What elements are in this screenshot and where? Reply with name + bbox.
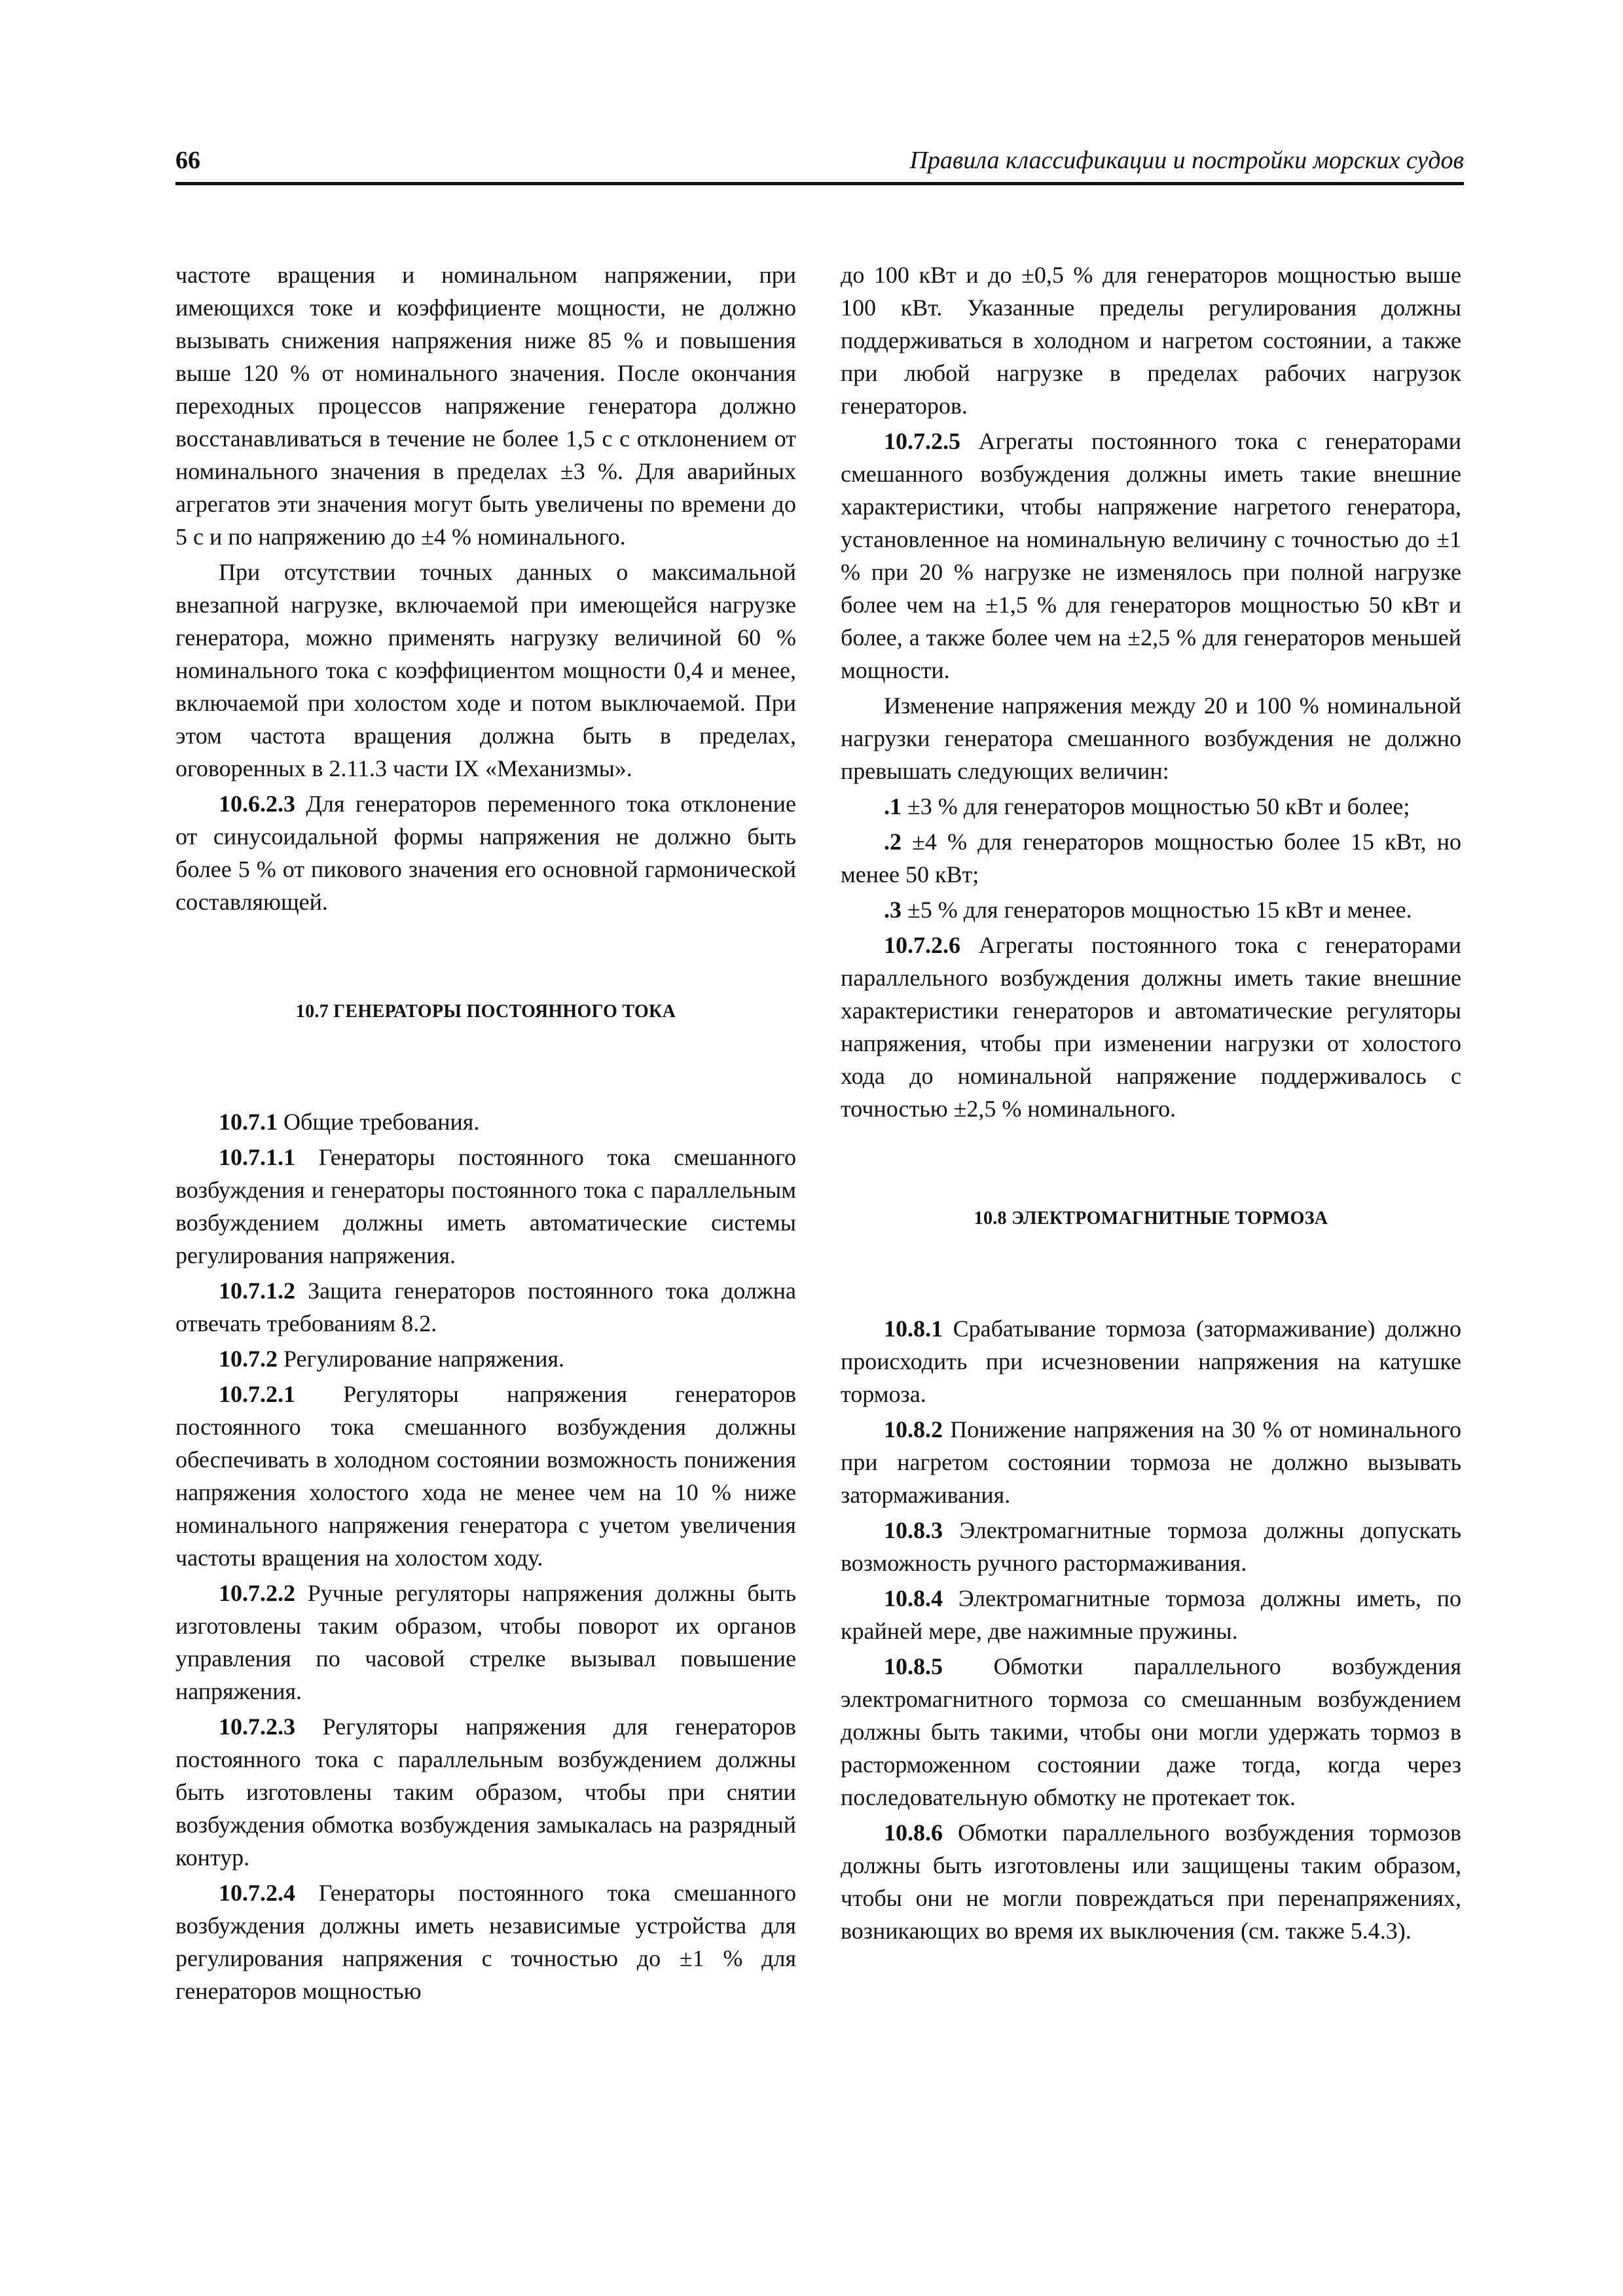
paragraph-number: 10.7.1.2: [219, 1278, 295, 1304]
numbered-paragraph: [841, 1514, 1461, 1579]
paragraph-text: Срабатывание тормоза (затормаживание) должно происходить при исчезновении напряжения на катушке тормоза.: [841, 1316, 1462, 1407]
numbered-paragraph: [841, 1816, 1461, 1947]
page-number: 66: [175, 147, 200, 174]
paragraph-text: ±4 % для генераторов мощностью более 15 кВт, но менее 50 кВт;: [841, 829, 1461, 888]
numbered-paragraph: [841, 929, 1461, 1125]
paragraph-text: Обмотки параллельного возбуждения электромагнитного тормоза со смешанным возбуждением должны быть такими, чтобы они могли удержать тормоз в расторможенном состоянии даже тогда, когда через последовательную обмотку не протекает ток.: [841, 1653, 1461, 1810]
paragraph-number: 10.7.2: [219, 1346, 278, 1372]
left-column: [175, 259, 796, 2010]
paragraph: [841, 689, 1461, 787]
numbered-paragraph: [175, 1342, 796, 1375]
paragraph-text: Регулирование напряжения.: [283, 1346, 565, 1372]
paragraph-text: Регуляторы напряжения генераторов постоянного тока смешанного возбуждения должны обеспечивать в холодном состоянии возможность понижения напряжения холостого хода не менее чем на 10 % ниже номинального напряжения генератора с учетом увеличения частоты вращения на холостом ходу.: [175, 1381, 797, 1571]
paragraph-number: 10.8.2: [884, 1416, 943, 1443]
paragraph-text: до 100 кВт и до ±0,5 % для генераторов мощностью выше 100 кВт. Указанные пределы регулирования должны поддерживаться в холодном и нагретом состоянии, а также при любой нагрузке в пределах рабочих нагрузок генераторов.: [841, 262, 1461, 419]
numbered-paragraph: [841, 1312, 1461, 1410]
numbered-paragraph: [841, 1413, 1461, 1511]
numbered-paragraph: [841, 790, 1461, 823]
numbered-paragraph: [841, 825, 1461, 891]
paragraph: [841, 259, 1461, 422]
numbered-paragraph: [175, 1105, 796, 1138]
numbered-paragraph: [841, 893, 1461, 926]
paragraph-number: 10.7.2.6: [884, 932, 960, 958]
paragraph-text: При отсутствии точных данных о максимальной внезапной нагрузке, включаемой при имеющейся нагрузке генератора, можно применять нагрузку величиной 60 % номинального тока с коэффициентом мощности 0,4 и менее, включаемой при холостом ходе и потом выключаемой. При этом частота вращения должна быть в пределах, оговоренных в 2.11.3 части IX «Механизмы».: [175, 559, 796, 781]
paragraph-number: 10.6.2.3: [219, 791, 295, 817]
paragraph-text: Электромагнитные тормоза должны иметь, по крайней мере, две нажимные пружины.: [841, 1585, 1462, 1644]
paragraph-number: 10.8.5: [884, 1653, 943, 1679]
paragraph-text: ±5 % для генераторов мощностью 15 кВт и менее.: [907, 897, 1412, 923]
paragraph-number: 10.8.4: [884, 1585, 943, 1611]
section-heading: 10.8 ЭЛЕКТРОМАГНИТНЫЕ ТОРМОЗА: [974, 1208, 1328, 1229]
paragraph-text: Изменение напряжения между 20 и 100 % номинальной нагрузки генератора смешанного возбуждения не должно превышать следующих величин:: [841, 692, 1461, 784]
paragraph-number: 10.7.2.4: [219, 1880, 295, 1906]
numbered-paragraph: [175, 1577, 796, 1708]
paragraph: [175, 259, 796, 553]
paragraph-text: Регуляторы напряжения для генераторов постоянного тока с параллельным возбуждением должны быть изготовлены таким образом, чтобы при снятии возбуждения обмотка возбуждения замыкалась на разрядный контур.: [175, 1713, 796, 1871]
paragraph-text: Защита генераторов постоянного тока должна отвечать требованиям 8.2.: [175, 1278, 797, 1336]
paragraph-number: 10.7.2.5: [884, 428, 960, 454]
paragraph-number: 10.7.2.1: [219, 1381, 295, 1407]
numbered-paragraph: [175, 1274, 796, 1340]
paragraph-text: Генераторы постоянного тока смешанного возбуждения должны иметь независимые устройства для регулирования напряжения с точностью до ±1 % для генераторов мощностью: [175, 1880, 797, 2004]
numbered-paragraph: [175, 1378, 796, 1574]
numbered-paragraph: [841, 1650, 1461, 1814]
numbered-paragraph: [841, 1582, 1461, 1647]
paragraph-text: частоте вращения и номинальном напряжении, при имеющихся токе и коэффициенте мощности, не должно вызывать снижения напряжения ниже 85 % и повышения выше 120 % от номинального значения. После окончания переходных процессов напряжение генератора должно восстанавливаться в течение не более 1,5 с с отклонением от номинального значения в пределах ±3 %. Для аварийных агрегатов эти значения могут быть увеличены по времени до 5 с и по напряжению до ±4 % номинального.: [175, 262, 796, 550]
paragraph-text: Понижение напряжения на 30 % от номинального при нагретом состоянии тормоза не должно вызывать затормаживания.: [841, 1416, 1462, 1508]
paragraph-number: 10.7.1: [219, 1109, 278, 1135]
running-title: Правила классификации и постройки морских судов: [909, 147, 1464, 174]
paragraph-number: 10.8.1: [884, 1316, 943, 1342]
paragraph-text: Агрегаты постоянного тока с генераторами параллельного возбуждения должны иметь такие внешние характеристики генераторов и автоматические регуляторы напряжения, чтобы при изменении нагрузки от холостого хода до номинальной напряжение поддерживалось с точностью ±2,5 % номинального.: [841, 932, 1462, 1122]
paragraph-text: Агрегаты постоянного тока с генераторами смешанного возбуждения должны иметь такие внешние характеристики, чтобы напряжение нагретого генератора, установленное на номинальную величину с точностью до ±1 % при 20 % нагрузке не изменялось при полной нагрузке более чем на ±1,5 % для генераторов мощностью 50 кВт и более, а также более чем на ±2,5 % для генераторов меньшей мощности.: [841, 428, 1462, 683]
numbered-paragraph: [175, 787, 796, 918]
section-heading: 10.7 ГЕНЕРАТОРЫ ПОСТОЯННОГО ТОКА: [295, 1001, 676, 1022]
paragraph-number: .3: [884, 897, 902, 923]
page-header: [175, 144, 1464, 185]
paragraph-number: 10.8.3: [884, 1517, 943, 1543]
numbered-paragraph: [175, 1141, 796, 1272]
right-column: [841, 259, 1461, 1950]
paragraph-number: .1: [884, 793, 902, 819]
numbered-paragraph: [175, 1876, 796, 2007]
paragraph-text: Генераторы постоянного тока смешанного возбуждения и генераторы постоянного тока с параллельным возбуждением должны иметь автоматические системы регулирования напряжения.: [175, 1144, 797, 1268]
paragraph: [175, 556, 796, 785]
paragraph-text: Ручные регуляторы напряжения должны быть изготовлены таким образом, чтобы поворот их органов управления по часовой стрелке вызывал повышение напряжения.: [175, 1580, 797, 1704]
paragraph-text: Электромагнитные тормоза должны допускать возможность ручного растормаживания.: [841, 1517, 1461, 1576]
paragraph-text: Общие требования.: [283, 1109, 480, 1135]
paragraph-number: 10.8.6: [884, 1820, 943, 1846]
paragraph-number: .2: [884, 829, 902, 855]
paragraph-text: Для генераторов переменного тока отклонение от синусоидальной формы напряжения не должно быть более 5 % от пикового значения его основной гармонической составляющей.: [175, 791, 796, 915]
paragraph-text: ±3 % для генераторов мощностью 50 кВт и более;: [907, 793, 1410, 819]
paragraph-number: 10.7.1.1: [219, 1144, 295, 1170]
numbered-paragraph: [841, 425, 1461, 687]
paragraph-number: 10.7.2.2: [219, 1580, 295, 1606]
numbered-paragraph: [175, 1710, 796, 1874]
paragraph-text: Обмотки параллельного возбуждения тормозов должны быть изготовлены или защищены таким образом, чтобы они не могли повреждаться при перенапряжениях, возникающих во время их выключения (см. также 5.4.3).: [841, 1820, 1461, 1944]
paragraph-number: 10.7.2.3: [219, 1713, 295, 1740]
